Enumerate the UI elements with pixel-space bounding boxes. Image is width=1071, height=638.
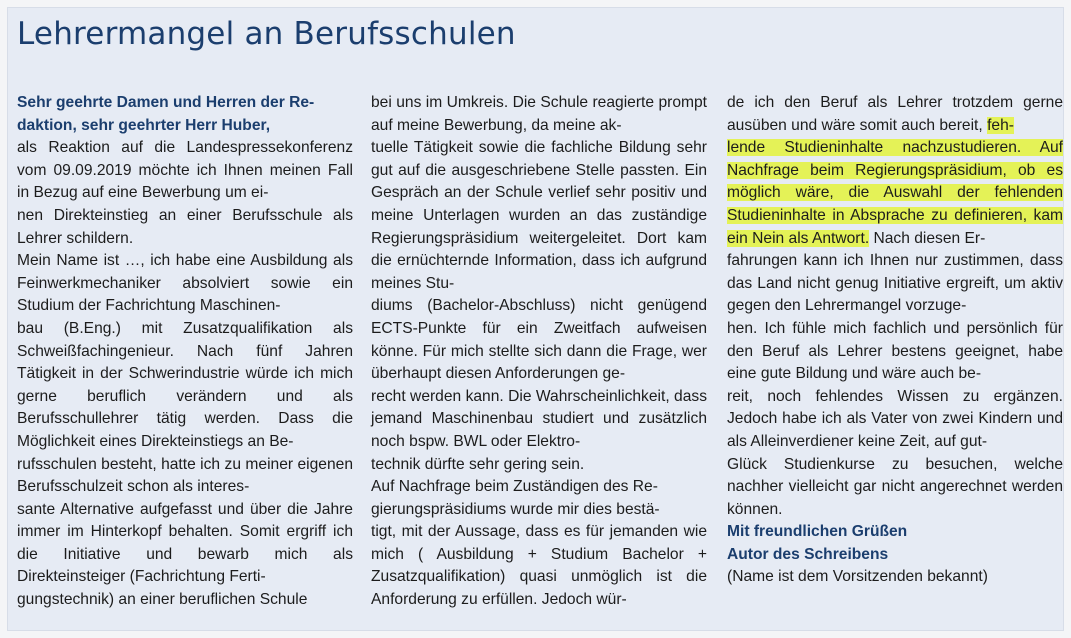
letter-page xyxy=(7,7,1064,631)
page-title: Lehrermangel an Berufsschulen xyxy=(17,16,516,52)
paragraph-body-2: bei uns im Umkreis. Die Schule reagierte prompt auf meine Bewerbung, da meine ak- tuelle Tätigkeit sowie die fachliche Bildung sehr gut auf die ausgeschriebene Stelle passten. Ein Gespräch an der Schule verlief sehr positiv und meine Unterlagen wurden an das zuständige Regierungspräsidium weitergeleitet. Dort kam die ernüchternde Information, dass ich aufgrund meines Stu- diums (Bachelor-Abschluss) nicht genügend ECTS-Punkte für ein Zweitfach aufweisen könne. Für mich stellte sich dann die Frage, wer überhaupt diesen Anforderungen ge- recht werden kann. Die Wahrscheinlichkeit, dass jemand Maschinenbau studiert und zusätzlich noch bspw. BWL oder Elektro- technik dürfte sehr gering sein. xyxy=(371,94,707,473)
salutation: Sehr geehrte Damen und Herren der Re- daktion, sehr geehrter Herr Huber, xyxy=(17,94,315,134)
closing: Mit freundlichen Grüßen Autor des Schreibens xyxy=(727,523,908,563)
highlighted-passage: feh- lende Studieninhalte nachzustudieren. Auf Nachfrage beim Regierungspräsidium, ob es möglich wäre, die Auswahl der fehlenden Studieninhalte in Absprache zu definieren, kam ein Nein als Antwort. xyxy=(727,116,1063,247)
column-1 xyxy=(17,92,353,612)
column-2 xyxy=(371,92,707,612)
paragraph-body-3: Auf Nachfrage beim Zuständigen des Re- gierungspräsidiums wurde mir dies bestä- tigt, mit der Aussage, dass es für jemanden wie mich ( Ausbildung + Studium Bachelor + Zusatzqualifikation) quasi unmöglich ist die Anforderung zu erfüllen. Jedoch wür- xyxy=(371,478,707,609)
paragraph-body-4: de ich den Beruf als Lehrer trotzdem gerne ausüben und wäre somit auch bereit, feh- lende Studieninhalte nachzustudieren. Auf Nachfrage beim Regierungspräsidium, ob es möglich wäre, die Auswahl der fehlenden Studieninhalte in Absprache zu definieren, kam ein Nein als Antwort. Nach diesen Er- fahrungen kann ich Ihnen nur zustimmen, dass das Land nicht genug Initiative ergreift, um aktiv gegen den Lehrermangel vorzuge- hen. Ich fühle mich fachlich und persönlich für den Beruf als Lehrer bestens geeignet, habe eine gute Bildung und wäre auch be- reit, noch fehlendes Wissen zu ergänzen. Jedoch habe ich als Vater von zwei Kindern und als Alleinverdiener keine Zeit, auf gut- Glück Studienkurse zu besuchen, welche nachher vielleicht gar nicht angerechnet werden können. xyxy=(727,94,1063,518)
paragraph-body-1: Mein Name ist …, ich habe eine Ausbildung als Feinwerkmechaniker absolviert sowie ein Studium der Fachrichtung Maschinen- bau (B.Eng.) mit Zusatzqualifikation als Schweißfachingenieur. Nach fünf Jahren Tätigkeit in der Schwerindustrie würde ich mich gerne beruflich verändern und als Berufsschullehrer tätig werden. Dass die Möglichkeit eines Direkteinstiegs an Be- rufsschulen besteht, hatte ich zu meiner eigenen Berufsschulzeit schon als interes- sante Alternative aufgefasst und über die Jahre immer im Hinterkopf behalten. Somit ergriff ich die Initiative und bewarb mich als Direkteinsteiger (Fachrichtung Ferti- gungstechnik) an einer beruflichen Schule xyxy=(17,252,353,609)
column-3 xyxy=(727,92,1063,589)
author-note: (Name ist dem Vorsitzenden bekannt) xyxy=(727,568,988,586)
paragraph-intro: als Reaktion auf die Landespressekonferenz vom 09.09.2019 möchte ich Ihnen meinen Fall in Bezug auf eine Bewerbung um ei- nen Direkteinstieg an einer Berufsschule als Lehrer schildern. xyxy=(17,139,353,247)
